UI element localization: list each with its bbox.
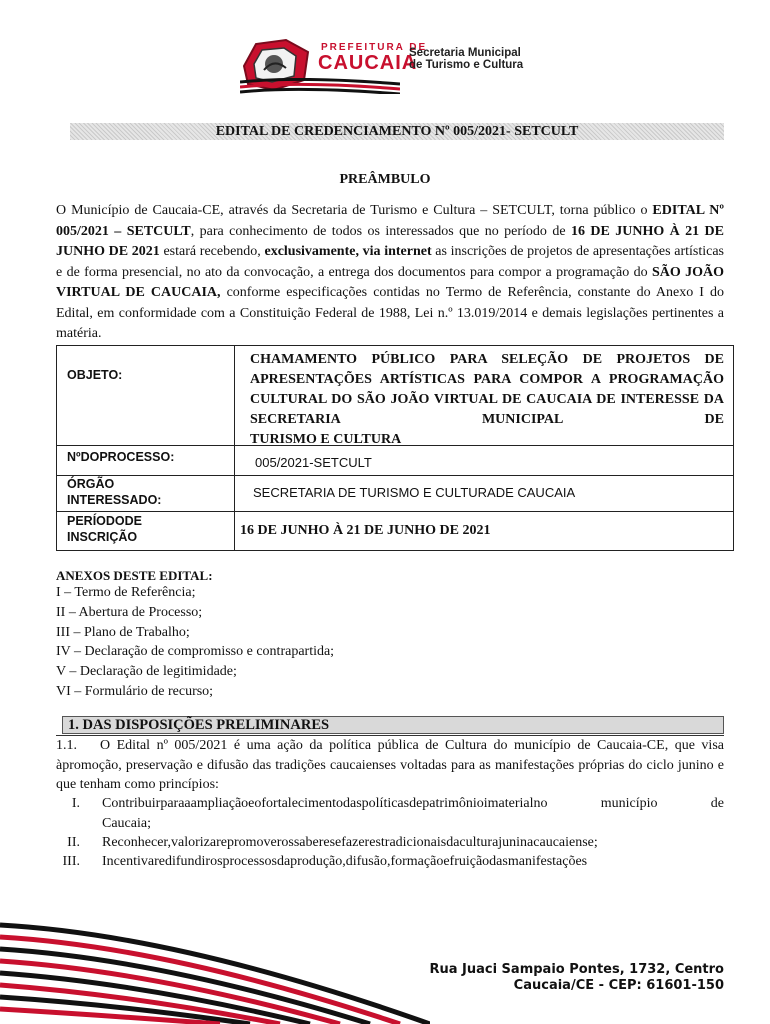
principle-number: II.: [67, 835, 80, 850]
principle-text: Incentivaredifundirosprocessosdaprodução,difusão,formaçãoefruiçãodasmanifestações: [102, 854, 588, 869]
anexos-list: [56, 583, 334, 702]
document-title: EDITAL DE CREDENCIAMENTO Nº 005/2021- SETCULT: [215, 124, 579, 139]
preambulo-heading: PREÂMBULO: [339, 172, 431, 187]
logo-caucaia-text: CAUCAIA: [318, 52, 418, 74]
periodo-label-line-1: PERÍODODE: [67, 514, 143, 528]
periodo-value: 16 DE JUNHO À 21 DE JUNHO DE 2021: [240, 523, 491, 538]
principle-text: Reconhecer,valorizarepromoverossaberesefazerestradicionaisdaculturajuninacaucaiense;: [102, 835, 598, 850]
principle-text-last: Caucaia;: [102, 815, 151, 831]
anexo-item: VI – Formulário de recurso;: [56, 683, 214, 699]
preambulo-text-4: as inscrições de projetos de apresentações artísticas e de forma presencial, no ato da convocação, a entrega dos documentos para compor a programação do: [56, 244, 724, 280]
periodo-label-line-2: INSCRIÇÃO: [67, 530, 138, 544]
preambulo-paragraph: [56, 201, 724, 345]
section-1-heading: 1. DAS DISPOSIÇÕES PRELIMINARES: [68, 717, 330, 733]
principle-item: [56, 852, 724, 872]
anexo-item: III – Plano de Trabalho;: [56, 624, 190, 640]
anexo-item: V – Declaração de legitimidade;: [56, 664, 237, 680]
periodo-label: [67, 513, 142, 545]
preambulo-text-5: conforme especificações contidas no Termo de Referência, constante do Anexo I do Edital, em conformidade com a Constituição Federal de 1988, Lei n.º 13.019/2014 e demais legislações pertinentes a matéria.: [56, 285, 725, 341]
objeto-value-text: CHAMAMENTO PÚBLICO PARA SELEÇÃO DE PROJETOS DE APRESENTAÇÕES ARTÍSTICAS PARA COMPOR A PROGRAMAÇÃO CULTURAL DO SÃO JOÃO VIRTUAL DE CAUCAIA DE INTERESSE DA SECRETARIA MUNICIPAL DE: [250, 352, 724, 427]
preambulo-edital-number: EDITAL Nº 005/2021 – SETCULT: [56, 203, 724, 239]
preambulo-text-3: estará recebendo,: [159, 244, 265, 259]
preambulo-via-internet: exclusivamente, via internet: [264, 244, 432, 259]
principle-item: [56, 833, 724, 853]
secretaria-name: [409, 47, 523, 71]
anexo-item: IV – Declaração de compromisso e contrapartida;: [56, 644, 335, 660]
principle-item: [56, 794, 724, 834]
preambulo-period: 16 DE JUNHO À 21 DE JUNHO DE 2021: [56, 223, 724, 259]
orgao-label-line-1: ÓRGÃO: [67, 477, 115, 491]
table-column-divider: [234, 346, 235, 550]
objeto-value-last-line: TURISMO E CULTURA: [250, 432, 402, 447]
anexo-item: II – Abertura de Processo;: [56, 604, 203, 620]
clause-text: O Edital nº 005/2021 é uma ação da política pública de Cultura do município de Caucaia-CE, que visa àpromoção, preservação e difusão das tradições caucaienses voltadas para as manifestações próprias do ciclo junino e que tenham como princípios:: [56, 738, 724, 792]
footer-stripes-decoration: [0, 895, 430, 1024]
principle-number: III.: [62, 854, 80, 869]
anexos-heading: ANEXOS DESTE EDITAL:: [56, 568, 213, 583]
edital-info-table: [56, 345, 734, 551]
orgao-label-line-2: INTERESSADO:: [67, 493, 162, 507]
table-row-divider: [57, 511, 733, 512]
footer-address-line-2: Caucaia/CE - CEP: 61601-150: [513, 978, 724, 993]
processo-value: 005/2021-SETCULT: [255, 455, 372, 470]
secretaria-line-2: de Turismo e Cultura: [409, 59, 524, 71]
objeto-label: OBJETO:: [67, 368, 123, 382]
preambulo-event-name: SÃO JOÃO VIRTUAL DE CAUCAIA,: [56, 264, 724, 300]
logo-prefeitura-text: PREFEITURA DE: [321, 42, 428, 53]
footer-address: [429, 962, 724, 994]
clause-number: 1.1.: [56, 738, 77, 753]
processo-label: NºDOPROCESSO:: [67, 450, 175, 464]
preambulo-text-1: O Município de Caucaia-CE, através da Secretaria de Turismo e Cultura – SETCULT, torna público o: [56, 203, 653, 218]
section-1-1-paragraph: [56, 736, 724, 795]
preambulo-text-2: , para conhecimento de todos os interessados que no período de: [190, 223, 571, 239]
objeto-value: [250, 350, 724, 450]
principle-text-main: Contribuirparaaampliaçãoeofortalecimentodaspolíticasdepatrimônioimaterialno município de: [102, 796, 724, 811]
principle-text: [102, 794, 724, 833]
principle-number: I.: [71, 796, 80, 811]
footer-address-line-1: Rua Juaci Sampaio Pontes, 1732, Centro: [429, 962, 724, 977]
orgao-label: [67, 476, 161, 508]
secretaria-line-1: Secretaria Municipal: [409, 47, 521, 59]
anexo-item: I – Termo de Referência;: [56, 585, 196, 600]
orgao-value: SECRETARIA DE TURISMO E CULTURADE CAUCAIA: [253, 485, 576, 500]
logo-stripes-decoration: [240, 78, 400, 94]
